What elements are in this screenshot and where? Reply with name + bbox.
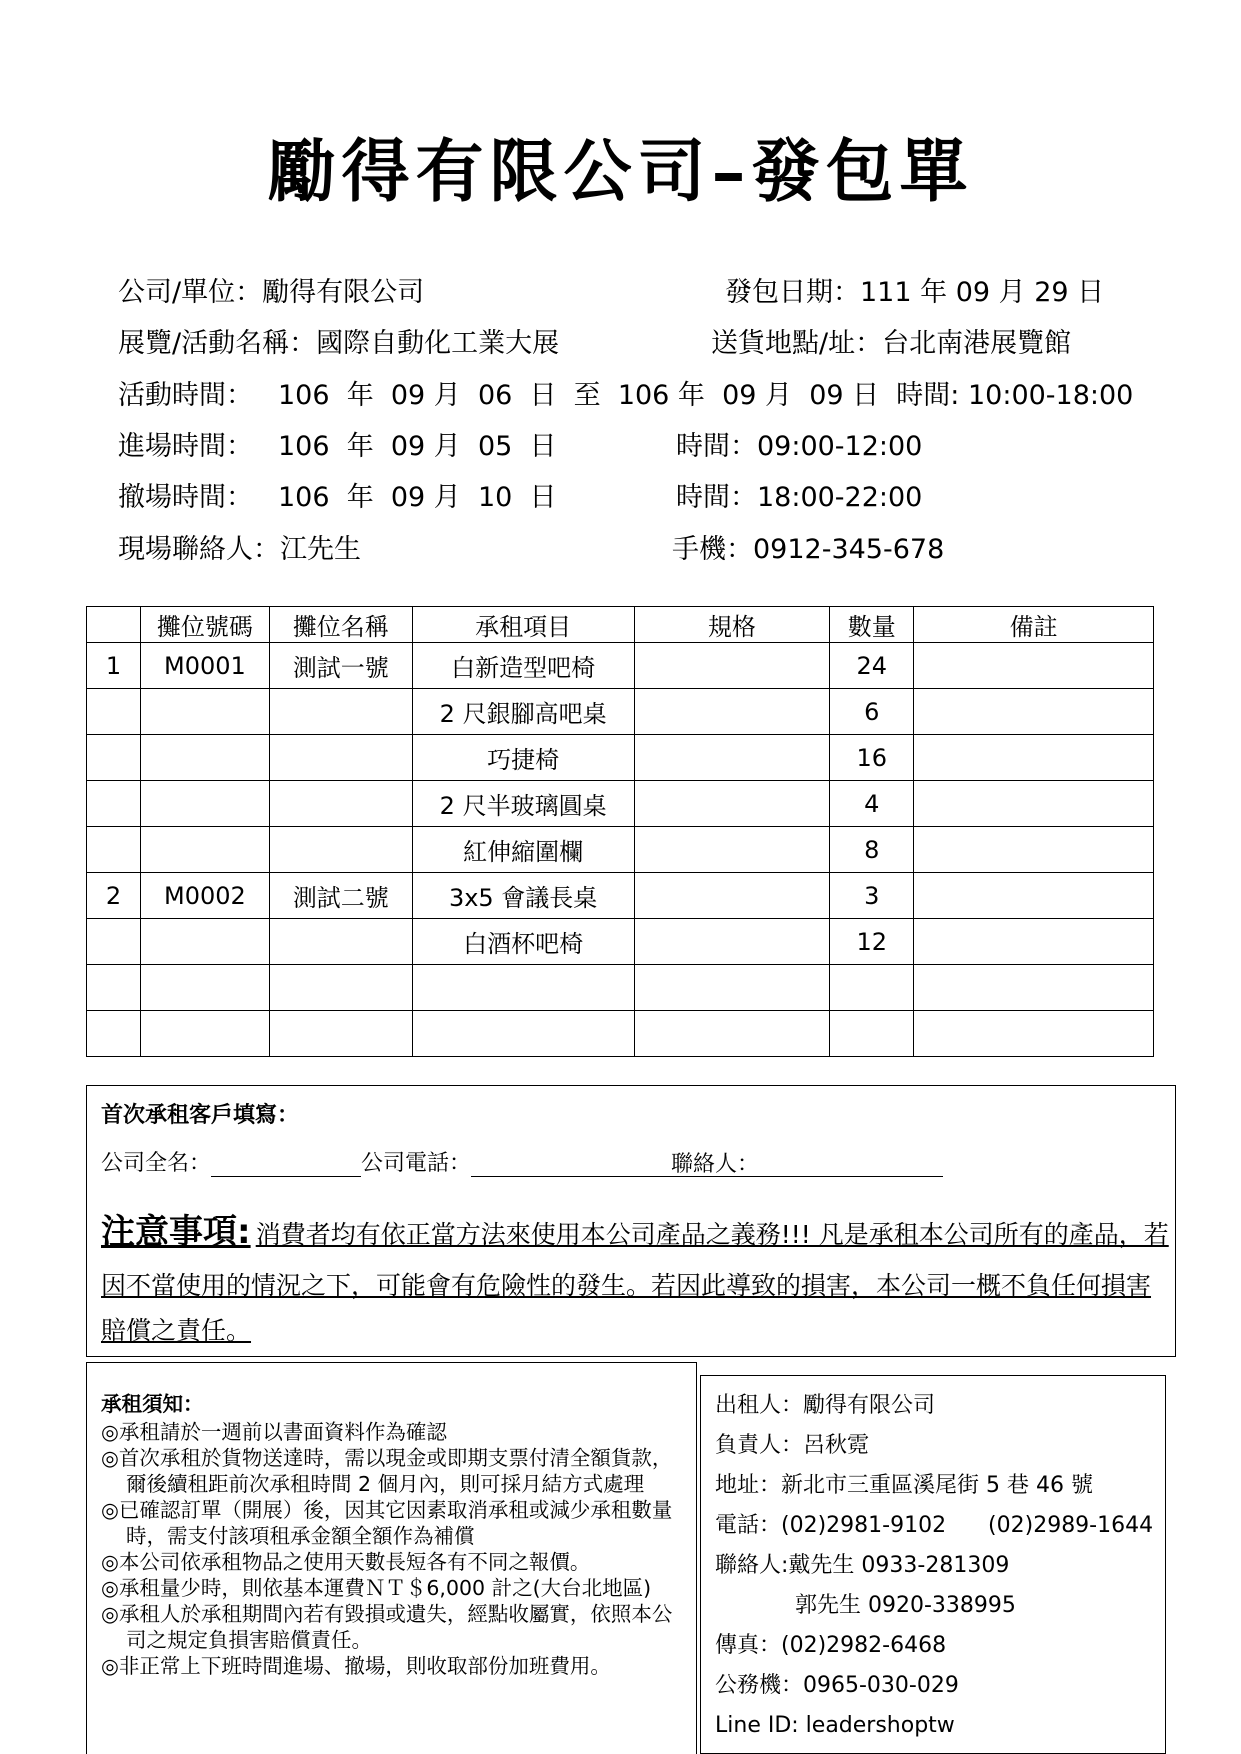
table-cell: 4 — [830, 781, 914, 827]
table-cell — [269, 689, 412, 735]
table-row — [87, 965, 1154, 1011]
table-cell: 3 — [830, 873, 914, 919]
table-cell — [269, 827, 412, 873]
table-cell — [87, 1011, 141, 1057]
event-time-label: 活動時間： — [118, 380, 253, 411]
lessor-contact-2: 郭先生 0920-338995 — [795, 1593, 1016, 1618]
table-cell — [634, 827, 830, 873]
lessor-fax: 傳真：(02)2982-6468 — [715, 1633, 947, 1658]
company-name-label: 公司全名： — [101, 1151, 212, 1176]
table-cell: 紅伸縮圍欄 — [412, 827, 634, 873]
table-cell — [914, 873, 1154, 919]
rental-items-table — [86, 606, 1154, 1057]
table-cell — [914, 689, 1154, 735]
table-cell — [140, 1011, 269, 1057]
notice-row — [101, 1204, 1169, 1253]
header-cell — [87, 607, 141, 643]
table-cell — [140, 919, 269, 965]
table-cell — [634, 781, 830, 827]
delivery-field: 送貨地點/址：台北南港展覽館 — [711, 328, 1072, 359]
table-cell: 2 尺半玻璃圓桌 — [412, 781, 634, 827]
table-cell — [830, 1011, 914, 1057]
table-cell — [830, 965, 914, 1011]
table-cell — [140, 965, 269, 1011]
table-cell — [87, 919, 141, 965]
table-cell — [634, 1011, 830, 1057]
table-cell: 3x5 會議長桌 — [412, 873, 634, 919]
contact-label: 聯絡人： — [671, 1152, 760, 1177]
table-cell — [412, 1011, 634, 1057]
table-cell — [269, 781, 412, 827]
move-in-time: 時間：09:00-12:00 — [676, 431, 923, 462]
mobile-field: 手機：0912-345-678 — [672, 534, 945, 565]
header-cell: 攤位號碼 — [140, 607, 269, 643]
header-cell: 數量 — [830, 607, 914, 643]
lessor-info-box — [700, 1375, 1166, 1754]
header-cell: 承租項目 — [412, 607, 634, 643]
rule-item: ◎承租量少時，則依基本運費ＮＴ＄6,000 計之(大台北地區) — [101, 1576, 652, 1600]
move-out-time: 時間：18:00-22:00 — [676, 482, 923, 513]
table-cell — [914, 1011, 1154, 1057]
table-row — [87, 735, 1154, 781]
table-cell — [87, 689, 141, 735]
table-header-row — [87, 607, 1154, 643]
event-time-value: 106 年 09 月 06 日 至 106 年 09 月 09 日 時間: 10:00-18:00 — [278, 380, 1134, 411]
move-out-label: 撤場時間： — [118, 482, 253, 513]
table-row — [87, 1011, 1154, 1057]
move-in-label: 進場時間： — [118, 431, 253, 462]
table-cell: 白新造型吧椅 — [412, 643, 634, 689]
lessor-address: 地址：新北市三重區溪尾街 5 巷 46 號 — [715, 1473, 1093, 1498]
table-cell — [914, 643, 1154, 689]
lessor-work-phone: 公務機：0965-030-029 — [715, 1673, 959, 1698]
table-cell — [140, 735, 269, 781]
table-cell: 1 — [87, 643, 141, 689]
company-phone-label: 公司電話： — [361, 1151, 472, 1176]
event-name-field: 展覽/活動名稱：國際自動化工業大展 — [118, 328, 560, 359]
table-cell — [269, 965, 412, 1011]
header-cell: 規格 — [634, 607, 830, 643]
table-cell: 12 — [830, 919, 914, 965]
rule-item: ◎已確認訂單（開展）後，因其它因素取消承租或減少承租數量時，需支付該項租承金額全額作為補償 — [101, 1498, 673, 1548]
table-cell: 6 — [830, 689, 914, 735]
table-cell — [634, 965, 830, 1011]
table-cell: 24 — [830, 643, 914, 689]
table-cell — [914, 735, 1154, 781]
company-field: 公司/單位：勵得有限公司 — [118, 277, 425, 308]
company-name-blank[interactable] — [211, 1152, 361, 1177]
table-cell — [412, 965, 634, 1011]
table-cell — [634, 873, 830, 919]
table-row — [87, 827, 1154, 873]
site-contact-field: 現場聯絡人：江先生 — [118, 534, 361, 565]
table-row — [87, 873, 1154, 919]
lessor-owner: 負責人：呂秋霓 — [715, 1433, 870, 1458]
notice-line-3: 賠償之責任。 — [101, 1316, 252, 1345]
lessor-line-id: Line ID: leadershoptw — [715, 1713, 955, 1738]
notice-line-1: 消費者均有依正當方法來使用本公司產品之義務!!! 凡是承租本公司所有的產品，若 — [255, 1220, 1169, 1249]
lessor-contact-1: 聯絡人:戴先生 0933-281309 — [715, 1553, 1010, 1578]
table-cell — [87, 827, 141, 873]
table-cell: M0002 — [140, 873, 269, 919]
table-row — [87, 919, 1154, 965]
table-cell — [269, 1011, 412, 1057]
table-row — [87, 643, 1154, 689]
lessor-name: 出租人：勵得有限公司 — [715, 1393, 936, 1418]
table-cell — [87, 781, 141, 827]
move-out-date: 106 年 09 月 10 日 — [278, 482, 557, 513]
table-cell — [914, 919, 1154, 965]
table-cell — [140, 781, 269, 827]
rule-item: ◎非正常上下班時間進場、撤場，則收取部份加班費用。 — [101, 1654, 611, 1678]
table-cell — [634, 919, 830, 965]
header-cell: 備註 — [914, 607, 1154, 643]
document-title: 勵得有限公司–發包單 — [267, 132, 974, 212]
table-cell: 白酒杯吧椅 — [412, 919, 634, 965]
first-time-heading: 首次承租客戶填寫： — [101, 1103, 300, 1128]
table-cell — [269, 919, 412, 965]
header-cell: 攤位名稱 — [269, 607, 412, 643]
table-cell: 測試一號 — [269, 643, 412, 689]
rule-item: ◎承租人於承租期間內若有毀損或遺失，經點收屬實，依照本公司之規定負損害賠償責任。 — [101, 1602, 673, 1652]
table-cell: 測試二號 — [269, 873, 412, 919]
rule-item: ◎本公司依承租物品之使用天數長短各有不同之報價。 — [101, 1550, 591, 1574]
table-cell — [140, 827, 269, 873]
rules-heading: 承租須知： — [101, 1392, 204, 1416]
table-cell: 8 — [830, 827, 914, 873]
company-phone-blank[interactable] — [471, 1152, 943, 1177]
table-cell: 2 尺銀腳高吧桌 — [412, 689, 634, 735]
rule-item: ◎承租請於一週前以書面資料作為確認 — [101, 1420, 447, 1444]
table-cell — [634, 735, 830, 781]
table-cell — [140, 689, 269, 735]
table-cell: 巧捷椅 — [412, 735, 634, 781]
table-row — [87, 689, 1154, 735]
table-cell — [87, 735, 141, 781]
lessor-phone: 電話：(02)2981-9102 (02)2989-1644 — [715, 1513, 1154, 1538]
rental-rules-box — [86, 1362, 697, 1754]
table-cell — [914, 781, 1154, 827]
table-cell — [269, 735, 412, 781]
notice-line-2: 因不當使用的情況之下，可能會有危險性的發生。若因此導致的損害，本公司一概不負任何損害 — [101, 1271, 1152, 1300]
table-cell: M0001 — [140, 643, 269, 689]
table-cell: 2 — [87, 873, 141, 919]
table-cell — [634, 689, 830, 735]
table-cell — [87, 965, 141, 1011]
table-cell — [634, 643, 830, 689]
table-cell: 16 — [830, 735, 914, 781]
notice-heading: 注意事項: — [101, 1212, 251, 1252]
table-cell — [914, 827, 1154, 873]
company-name-row — [101, 1146, 943, 1177]
first-time-customer-box — [86, 1085, 1176, 1357]
move-in-date: 106 年 09 月 05 日 — [278, 431, 557, 462]
table-row — [87, 781, 1154, 827]
rule-item: ◎首次承租於貨物送達時，需以現金或即期支票付清全額貨款，爾後續租距前次承租時間 2 個月內，則可採月結方式處理 — [101, 1446, 673, 1496]
issue-date-field: 發包日期：111 年 09 月 29 日 — [725, 277, 1105, 308]
table-cell — [914, 965, 1154, 1011]
